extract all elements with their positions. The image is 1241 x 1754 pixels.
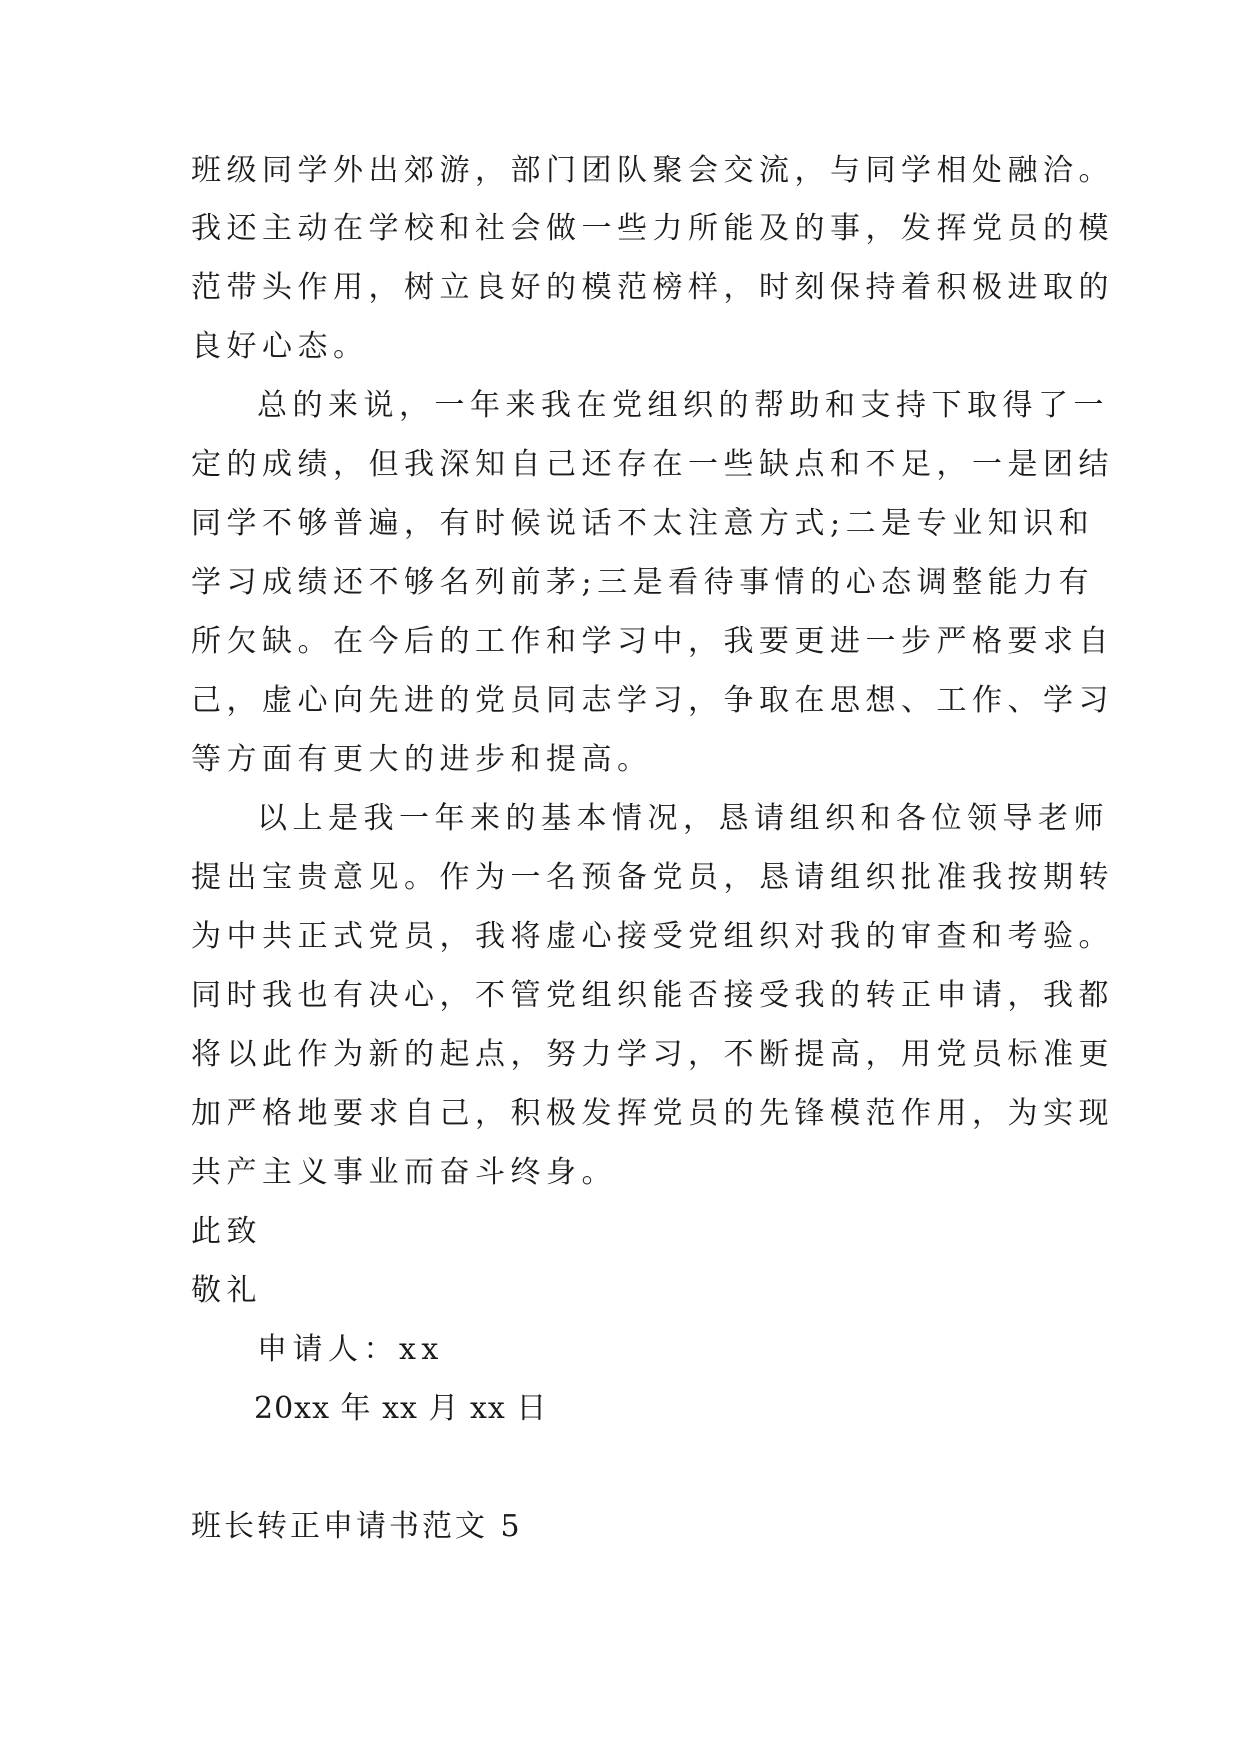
paragraph-1-line-4: 良好心态。 bbox=[191, 329, 369, 364]
paragraph-2-line-5: 所欠缺。在今后的工作和学习中，我要更进一步严格要求自 bbox=[191, 624, 1114, 659]
next-section-heading: 班长转正申请书范文 5 bbox=[191, 1509, 523, 1544]
paragraph-3-line-3: 为中共正式党员，我将虚心接受党组织对我的审查和考验。 bbox=[191, 919, 1114, 954]
closing-regards: 敬礼 bbox=[191, 1273, 262, 1308]
applicant-signature: 申请人：xx bbox=[257, 1332, 444, 1367]
signature-date: 20xx 年 xx 月 xx 日 bbox=[254, 1391, 548, 1426]
paragraph-3-line-6: 加严格地要求自己，积极发挥党员的先锋模范作用，为实现 bbox=[191, 1096, 1114, 1131]
paragraph-1-line-1: 班级同学外出郊游，部门团队聚会交流，与同学相处融洽。 bbox=[191, 153, 1114, 188]
paragraph-3-line-2: 提出宝贵意见。作为一名预备党员，恳请组织批准我按期转 bbox=[191, 860, 1114, 895]
paragraph-2-line-2: 定的成绩，但我深知自己还存在一些缺点和不足，一是团结 bbox=[191, 447, 1114, 482]
paragraph-2-line-4: 学习成绩还不够名列前茅;三是看待事情的心态调整能力有 bbox=[191, 565, 1095, 600]
paragraph-3-line-7: 共产主义事业而奋斗终身。 bbox=[191, 1155, 617, 1190]
paragraph-2-line-1: 总的来说，一年来我在党组织的帮助和支持下取得了一 bbox=[257, 388, 1109, 423]
paragraph-3-line-5: 将以此作为新的起点，努力学习，不断提高，用党员标准更 bbox=[191, 1037, 1114, 1072]
paragraph-2-line-6: 己，虚心向先进的党员同志学习，争取在思想、工作、学习 bbox=[191, 683, 1114, 718]
paragraph-3-line-1: 以上是我一年来的基本情况，恳请组织和各位领导老师 bbox=[257, 801, 1109, 836]
paragraph-1-line-3: 范带头作用，树立良好的模范榜样，时刻保持着积极进取的 bbox=[191, 270, 1114, 305]
paragraph-2-line-7: 等方面有更大的进步和提高。 bbox=[191, 742, 653, 777]
paragraph-3-line-4: 同时我也有决心，不管党组织能否接受我的转正申请，我都 bbox=[191, 978, 1114, 1013]
closing-salutation: 此致 bbox=[191, 1214, 262, 1249]
paragraph-1-line-2: 我还主动在学校和社会做一些力所能及的事，发挥党员的模 bbox=[191, 211, 1114, 246]
paragraph-2-line-3: 同学不够普遍，有时候说话不太注意方式;二是专业知识和 bbox=[191, 506, 1095, 541]
